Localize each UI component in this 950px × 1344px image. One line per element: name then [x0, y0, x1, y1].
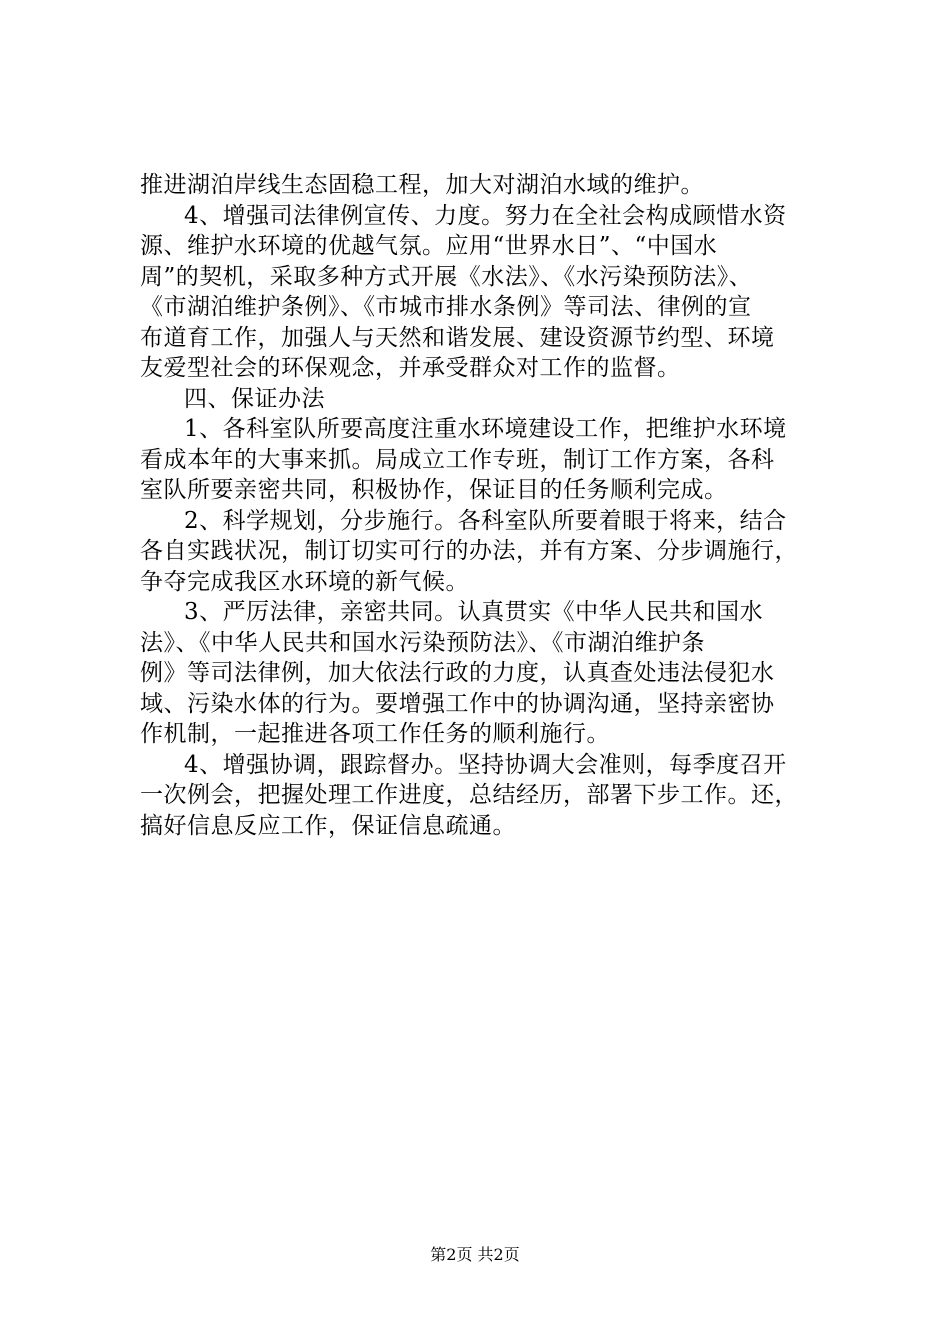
page-number-footer: 第2页 共2页: [430, 1245, 520, 1264]
text-line: 布道育工作，加强人与天然和谐发展、建设资源节约型、环境: [140, 324, 775, 351]
text-line: 看成本年的大事来抓。局成立工作专班，制订工作方案，各科: [140, 446, 775, 473]
text-line: 4、增强司法律例宣传、力度。努力在全社会构成顾惜水资: [184, 202, 787, 229]
text-line: 1、各科室队所要高度注重水环境建设工作，把维护水环境: [184, 416, 787, 442]
text-line: 法》、《中华人民共和国水污染预防法》、《市湖泊维护条: [140, 629, 705, 656]
text-line: 一次例会，把握处理工作进度，总结经历，部署下步工作。还，: [140, 782, 798, 808]
text-line: 域、污染水体的行为。要增强工作中的协调沟通，坚持亲密协: [140, 690, 775, 717]
text-line: 各自实践状况，制订切实可行的办法，并有方案、分步调施行，: [140, 538, 798, 564]
section-heading: 四、保证办法: [184, 385, 325, 412]
text-line: 搞好信息反应工作，保证信息疏通。: [140, 812, 516, 839]
text-line: 《市湖泊维护条例》、《市城市排水条例》等司法、律例的宣: [140, 294, 752, 320]
text-line: 作机制，一起推进各项工作任务的顺利施行。: [140, 721, 610, 747]
text-line: 推进湖泊岸线生态固稳工程，加大对湖泊水域的维护。: [140, 172, 704, 198]
text-line: 室队所要亲密共同，积极协作，保证目的任务顺利完成。: [140, 477, 728, 503]
text-line: 争夺完成我区水环境的新气候。: [140, 568, 469, 595]
text-line: 4、增强协调，跟踪督办。坚持协调大会准则，每季度召开: [184, 751, 787, 778]
text-line: 2、科学规划，分步施行。各科室队所要着眼于将来，结合: [184, 507, 787, 534]
text-line: 源、维护水环境的优越气氛。应用“世界水日”、“中国水: [140, 233, 718, 259]
text-line: 友爱型社会的环保观念，并承受群众对工作的监督。: [140, 355, 681, 381]
text-line: 3、严厉法律，亲密共同。认真贯实《中华人民共和国水: [184, 599, 764, 625]
document-body: [140, 170, 840, 841]
text-line: 例》等司法律例，加大依法行政的力度，认真查处违法侵犯水: [140, 660, 775, 686]
text-line: 周”的契机，采取多种方式开展《水法》、《水污染预防法》、: [140, 263, 753, 290]
